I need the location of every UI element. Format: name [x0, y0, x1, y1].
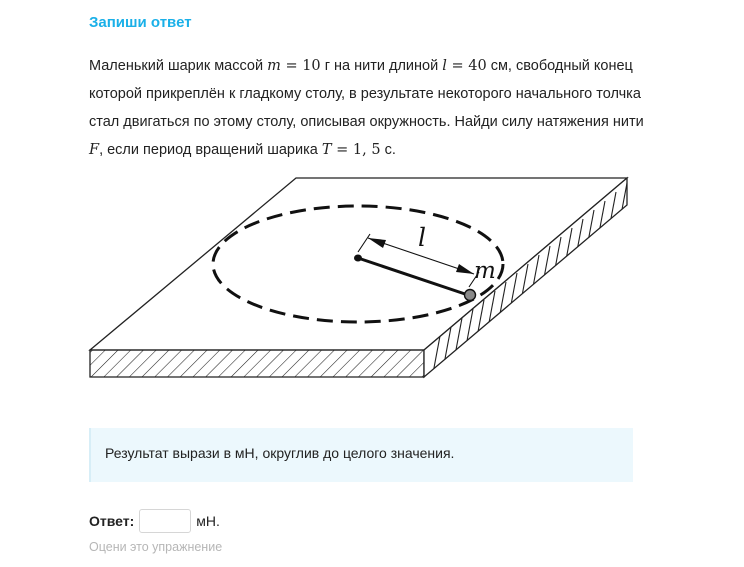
answer-input[interactable] — [139, 509, 191, 533]
math-var-m: m — [267, 58, 281, 74]
problem-text-part: г на нити длиной — [320, 58, 443, 74]
label-m: m — [474, 258, 496, 284]
math-value-l: = 40 — [446, 58, 487, 74]
problem-text-part: с. — [380, 142, 396, 158]
label-l: l — [418, 223, 426, 252]
problem-text-part: см, свободный конец которой прикреплён к гладкому столу, в результате некоторого начального толчка стал двигаться по этому столу, описывая окружность. Найди силу натяжения нити — [89, 58, 644, 130]
problem-text-part: Маленький шарик массой — [89, 58, 268, 74]
math-var-l: l — [442, 58, 447, 74]
pivot-point — [354, 255, 362, 262]
answer-unit: мН. — [196, 513, 220, 529]
math-var-t: T — [321, 142, 332, 158]
problem-text — [89, 52, 649, 164]
ball — [465, 290, 476, 301]
hint-text: Результат вырази в мН, округлив до целого значения. — [105, 445, 455, 461]
math-value-t: = 1, 5 — [331, 142, 381, 158]
answer-label: Ответ: — [89, 513, 135, 529]
rate-exercise-link[interactable]: Оцени это упражнение — [89, 540, 223, 554]
table-front-face — [90, 350, 424, 377]
hint-box — [89, 428, 633, 482]
section-heading: Запиши ответ — [89, 14, 192, 31]
math-value-m: = 10 — [280, 58, 321, 74]
answer-row — [89, 508, 220, 534]
math-var-f: F — [89, 142, 100, 158]
problem-text-part: , если период вращений шарика — [99, 142, 322, 158]
physics-figure — [88, 176, 633, 381]
